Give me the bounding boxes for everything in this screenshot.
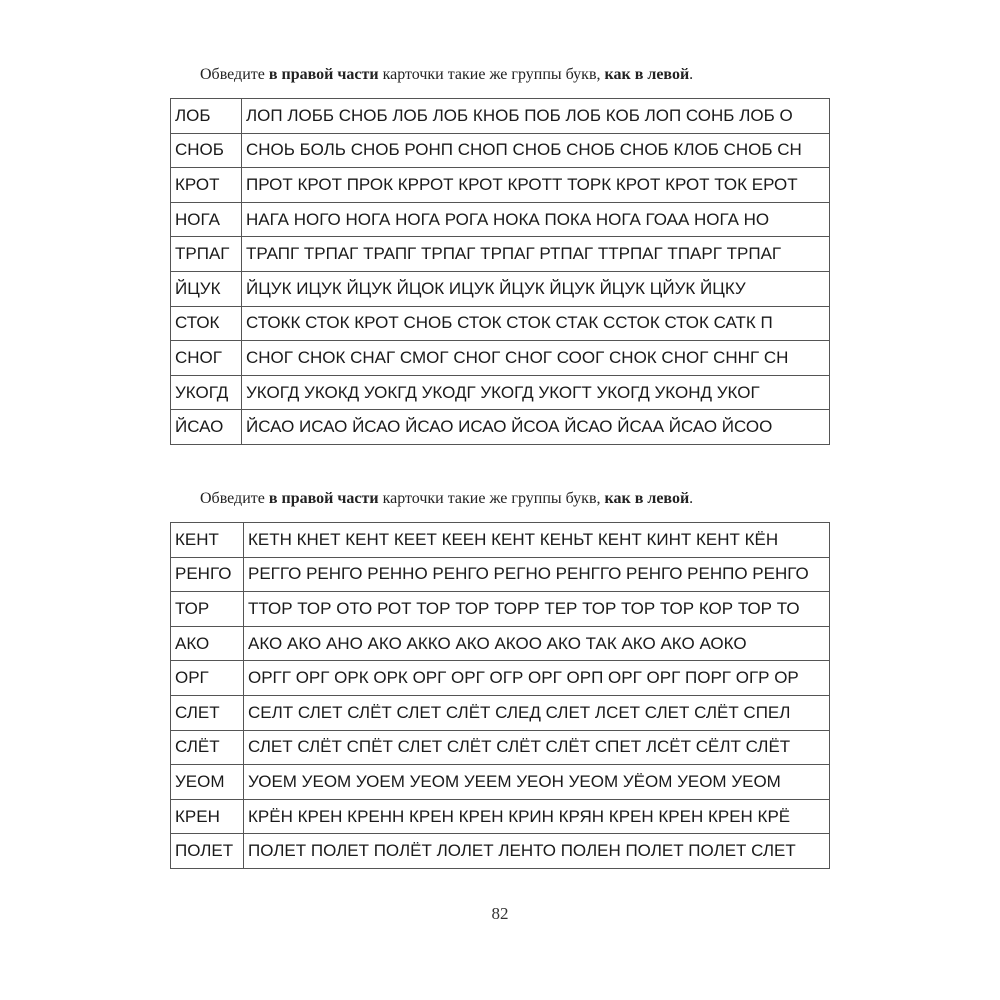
table-row — [171, 557, 830, 592]
instruction-emphasis: в правой части — [268, 66, 379, 83]
instruction-emphasis: в правой части — [268, 490, 379, 507]
letter-groups-cell: ТРАПГ ТРПАГ ТРАПГ ТРПАГ ТРПАГ РТПАГ ТТРПАГ ТПАРГ ТРПАГ — [242, 237, 830, 272]
target-word-cell: УЕОМ — [171, 765, 244, 800]
instruction-emphasis: как в левой — [604, 490, 690, 507]
letter-groups-cell: СЛЕТ СЛЁТ СПЁТ СЛЕТ СЛЁТ СЛЁТ СЛЁТ СПЕТ ЛСЁТ СЁЛТ СЛЁТ — [244, 730, 830, 765]
instruction-emphasis: как в левой — [604, 66, 690, 83]
target-word-cell: РЕНГО — [171, 557, 244, 592]
target-word-cell: КРЕН — [171, 799, 244, 834]
letter-groups-table-1 — [170, 98, 830, 445]
instruction-1 — [200, 66, 693, 84]
table-row — [171, 730, 830, 765]
table-row — [171, 99, 830, 134]
table-row — [171, 765, 830, 800]
letter-groups-table-2 — [170, 522, 830, 869]
table-row — [171, 695, 830, 730]
target-word-cell: ЙЦУК — [171, 271, 242, 306]
target-word-cell: ЙСАО — [171, 410, 242, 445]
instruction-text: Обведите — [200, 490, 269, 507]
instruction-text: . — [689, 490, 694, 507]
letter-groups-cell: КРЁН КРЕН КРЕНН КРЕН КРЕН КРИН КРЯН КРЕН КРЕН КРЕН КРЁ — [244, 799, 830, 834]
letter-groups-cell: УКОГД УКОКД УОКГД УКОДГ УКОГД УКОГТ УКОГД УКОНД УКОГ — [242, 375, 830, 410]
target-word-cell: ЛОБ — [171, 99, 242, 134]
table-row — [171, 202, 830, 237]
target-word-cell: ТОР — [171, 592, 244, 627]
target-word-cell: СНОГ — [171, 341, 242, 376]
letter-groups-cell: НАГА НОГО НОГА НОГА РОГА НОКА ПОКА НОГА ГОАА НОГА НО — [242, 202, 830, 237]
target-word-cell: ПОЛЕТ — [171, 834, 244, 869]
target-word-cell: СНОБ — [171, 133, 242, 168]
target-word-cell: УКОГД — [171, 375, 242, 410]
letter-groups-cell: УОЕМ УЕОМ УОЕМ УЕОМ УЕЕМ УЕОН УЕОМ УЁОМ УЕОМ УЕОМ — [244, 765, 830, 800]
table-row — [171, 834, 830, 869]
letter-groups-cell: ТТОР ТОР ОТО РОТ ТОР ТОР ТОРР ТЕР ТОР ТОР ТОР КОР ТОР ТО — [244, 592, 830, 627]
table-row — [171, 799, 830, 834]
letter-groups-cell: РЕГГО РЕНГО РЕННО РЕНГО РЕГНО РЕНГГО РЕНГО РЕНПО РЕНГО — [244, 557, 830, 592]
instruction-text: карточки такие же группы букв, — [378, 490, 605, 507]
table-row — [171, 592, 830, 627]
target-word-cell: СЛЁТ — [171, 730, 244, 765]
instruction-text: карточки такие же группы букв, — [378, 66, 605, 83]
target-word-cell: ОРГ — [171, 661, 244, 696]
instruction-2 — [200, 490, 693, 508]
target-word-cell: НОГА — [171, 202, 242, 237]
table-row — [171, 661, 830, 696]
letter-groups-cell: АКО АКО АНО АКО АККО АКО АКОО АКО ТАК АКО АКО АОКО — [244, 626, 830, 661]
table-row — [171, 306, 830, 341]
target-word-cell: СТОК — [171, 306, 242, 341]
table-row — [171, 523, 830, 558]
table-row — [171, 375, 830, 410]
table-row — [171, 168, 830, 203]
instruction-text: . — [689, 66, 694, 83]
target-word-cell: КРОТ — [171, 168, 242, 203]
letter-groups-cell: ЛОП ЛОББ СНОБ ЛОБ ЛОБ КНОБ ПОБ ЛОБ КОБ ЛОП СОНБ ЛОБ О — [242, 99, 830, 134]
letter-groups-cell: ПРОТ КРОТ ПРОК КРРОТ КРОТ КРОТТ ТОРК КРОТ КРОТ ТОК ЕРОТ — [242, 168, 830, 203]
table-row — [171, 133, 830, 168]
letter-groups-cell: ОРГГ ОРГ ОРК ОРК ОРГ ОРГ ОГР ОРГ ОРП ОРГ ОРГ ПОРГ ОГР ОР — [244, 661, 830, 696]
table-row — [171, 410, 830, 445]
letter-groups-cell: ПОЛЕТ ПОЛЕТ ПОЛЁТ ЛОЛЕТ ЛЕНТО ПОЛЕН ПОЛЕТ ПОЛЕТ СЛЕТ — [244, 834, 830, 869]
letter-groups-cell: ЙЦУК ИЦУК ЙЦУК ЙЦОК ИЦУК ЙЦУК ЙЦУК ЙЦУК ЦЙУК ЙЦКУ — [242, 271, 830, 306]
letter-groups-cell: КЕТН КНЕТ КЕНТ КЕЕТ КЕЕН КЕНТ КЕНЬТ КЕНТ КИНТ КЕНТ КЁН — [244, 523, 830, 558]
table-row — [171, 341, 830, 376]
letter-groups-cell: СНОГ СНОК СНАГ СМОГ СНОГ СНОГ СООГ СНОК СНОГ СННГ СН — [242, 341, 830, 376]
letter-groups-cell: СЕЛТ СЛЕТ СЛЁТ СЛЕТ СЛЁТ СЛЕД СЛЕТ ЛСЕТ СЛЕТ СЛЁТ СПЕЛ — [244, 695, 830, 730]
table-row — [171, 237, 830, 272]
target-word-cell: СЛЕТ — [171, 695, 244, 730]
table-row — [171, 271, 830, 306]
letter-groups-cell: СТОКК СТОК КРОТ СНОБ СТОК СТОК СТАК ССТОК СТОК САТК П — [242, 306, 830, 341]
table-row — [171, 626, 830, 661]
target-word-cell: ТРПАГ — [171, 237, 242, 272]
letter-groups-cell: ЙСАО ИСАО ЙСАО ЙСАО ИСАО ЙСОА ЙСАО ЙСАА ЙСАО ЙСОО — [242, 410, 830, 445]
letter-groups-cell: СНОЬ БОЛЬ СНОБ РОНП СНОП СНОБ СНОБ СНОБ КЛОБ СНОБ СН — [242, 133, 830, 168]
target-word-cell: КЕНТ — [171, 523, 244, 558]
page-number: 82 — [491, 904, 509, 923]
instruction-text: Обведите — [200, 66, 269, 83]
target-word-cell: АКО — [171, 626, 244, 661]
